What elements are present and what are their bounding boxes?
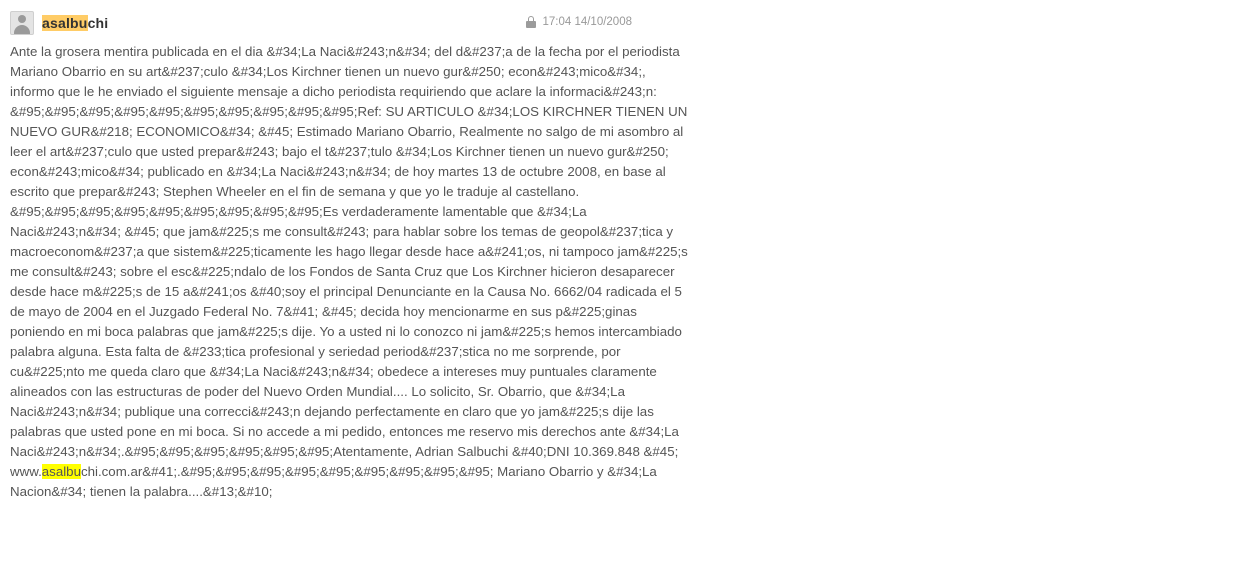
author-name-highlight: asalbu	[42, 15, 88, 31]
post-timestamp: 17:04 14/10/2008	[542, 16, 632, 28]
post-header	[0, 0, 1252, 36]
post-body	[0, 36, 690, 502]
post-author[interactable]	[10, 11, 108, 35]
user-avatar-icon	[10, 11, 34, 35]
post-body-text-part-2: chi.com.ar&#41;.&#95;&#95;&#95;&#95;&#95;&#95;&#95;&#95;&#95; Mariano Obarrio y &#34;La Nacion&#34; tienen la palabra....&#13;&#10;	[10, 464, 661, 499]
author-name[interactable]	[42, 15, 108, 31]
lock-icon	[525, 16, 536, 28]
post-body-text-part-1: Ante la grosera mentira publicada en el dia &#34;La Naci&#243;n&#34; del d&#237;a de la fecha por el periodista Mariano Obarrio en su art&#237;culo &#34;Los Kirchner tienen un nuevo gur&#250; econ&#243;mico&#34;, informo que le he enviado el siguiente mensaje a dicho periodista requiriendo que aclare la informaci&#243;n: &#95;&#95;&#95;&#95;&#95;&#95;&#95;&#95;&#95;&#95;Ref: SU ARTICULO &#34;LOS KIRCHNER TIENEN UN NUEVO GUR&#218; ECONOMICO&#34; &#45; Estimado Mariano Obarrio, Realmente no salgo de mi asombro al leer el art&#237;culo que usted prepar&#243; bajo el t&#237;tulo &#34;Los Kirchner tienen un nuevo gur&#250; econ&#243;mico&#34; publicado en &#34;La Naci&#243;n&#34; de hoy martes 13 de octubre 2008, en base al escrito que prepar&#243; Stephen Wheeler en el fin de semana y que yo le traduje al castellano. &#95;&#95;&#95;&#95;&#95;&#95;&#95;&#95;&#95;Es verdaderamente lamentable que &#34;La Naci&#243;n&#34; &#45; que jam&#225;s me consult&#243; para hablar sobre los temas de geopol&#237;tica y macroeconom&#237;a que sistem&#225;ticamente les hago llegar desde hace a&#241;os, ni tampoco jam&#225;s me consult&#243; sobre el esc&#225;ndalo de los Fondos de Santa Cruz que Los Kirchner hicieron desaparecer desde hace m&#225;s de 15 a&#241;os &#40;soy el principal Denunciante en la Causa No. 6662/04 radicada el 5 de mayo de 2004 en el Juzgado Federal No. 7&#41; &#45; decida hoy mencionarme en sus p&#225;ginas poniendo en mi boca palabras que jam&#225;s dije. Yo a usted ni lo conozco ni jam&#225;s hemos intercambiado palabra alguna. Esta falta de &#233;tica profesional y seriedad period&#237;stica no me sorprende, por cu&#225;nto me queda claro que &#34;La Naci&#243;n&#34; obedece a intereses muy puntuales claramente alineados con las estructuras de poder del Nuevo Orden Mundial.... Lo solicito, Sr. Obarrio, que &#34;La Naci&#243;n&#34; publique una correcci&#243;n dejando perfectamente en claro que yo jam&#225;s dije las palabras que usted pone en mi boca. Si no accede a mi pedido, entonces me reservo mis derechos ante &#34;La Naci&#243;n&#34;.&#95;&#95;&#95;&#95;&#95;&#95;Atentamente, Adrian Salbuchi &#40;DNI 10.369.848 &#45; www.	[10, 44, 692, 479]
post-body-highlight: asalbu	[41, 464, 81, 479]
post-meta	[525, 16, 632, 28]
author-name-suffix: chi	[87, 15, 109, 31]
